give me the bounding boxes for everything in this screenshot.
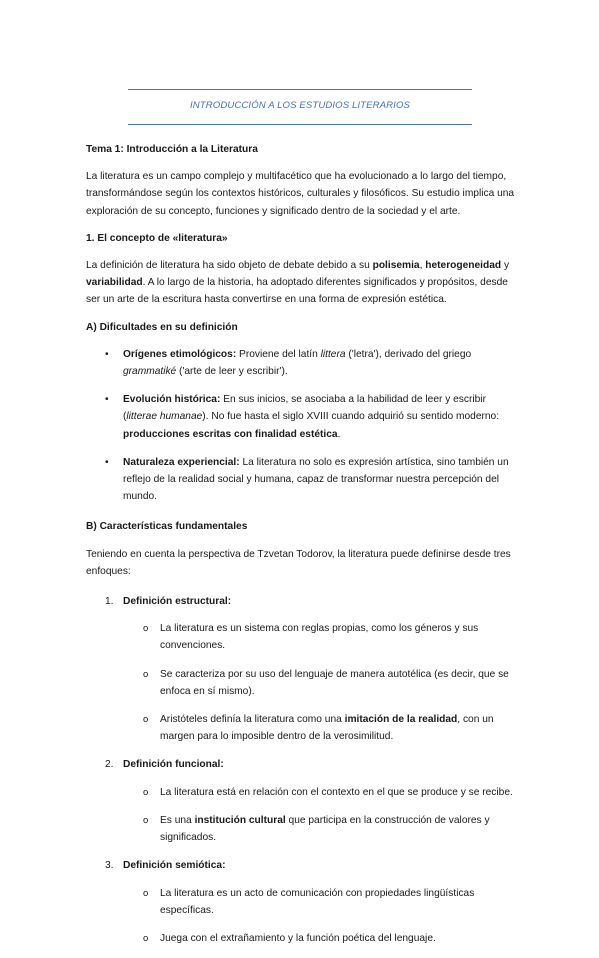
section1-text: La definición de literatura ha sido objeto de debate debido a su bbox=[86, 260, 373, 272]
sectionB-intro: Teniendo en cuenta la perspectiva de Tzvetan Todorov, la literatura puede definirse desde tres enfoques: bbox=[86, 548, 511, 577]
sectionA-heading: A) Dificultades en su definición bbox=[86, 321, 238, 333]
circle-bullet-icon: o bbox=[143, 932, 149, 944]
circle-bullet-icon: o bbox=[143, 814, 149, 826]
section1-bold-variabilidad: variabilidad bbox=[86, 277, 143, 289]
sub-list-item bbox=[123, 784, 516, 801]
sub-list bbox=[123, 620, 516, 745]
sub-list-item bbox=[123, 812, 516, 846]
document-body bbox=[86, 141, 516, 958]
item-text: La literatura es un sistema con reglas propias, como los géneros y sus convenciones. bbox=[160, 623, 479, 652]
section1-bold-polisemia: polisemia bbox=[372, 260, 420, 272]
definition-item bbox=[86, 756, 516, 846]
definition-title: Definición semiótica: bbox=[123, 860, 226, 872]
circle-bullet-icon: o bbox=[143, 786, 149, 798]
circle-bullet-icon: o bbox=[143, 887, 149, 899]
document-title: INTRODUCCIÓN A LOS ESTUDIOS LITERARIOS bbox=[189, 100, 411, 111]
sub-list-item bbox=[123, 885, 516, 919]
section1-text: , bbox=[419, 260, 426, 272]
item-italic: littera bbox=[320, 348, 346, 360]
sub-list-item bbox=[123, 930, 516, 947]
item-italic: litterae humanae bbox=[126, 411, 203, 423]
sub-list bbox=[123, 784, 516, 847]
bullet-icon: • bbox=[105, 456, 109, 468]
sub-list-item bbox=[123, 666, 516, 700]
item-text: ('letra'), derivado del griego bbox=[345, 348, 472, 360]
definitions-list bbox=[86, 593, 516, 947]
item-text: La literatura es un acto de comunicación con propiedades lingüísticas específicas. bbox=[160, 887, 475, 916]
item-text: Proviene del latín bbox=[236, 348, 321, 360]
topic-heading: Tema 1: Introducción a la Literatura bbox=[86, 144, 258, 155]
item-text: , con un margen para lo imposible dentro de la verosimilitud. bbox=[160, 714, 494, 743]
item-text: Aristóteles definía la literatura como una bbox=[160, 714, 345, 726]
circle-bullet-icon: o bbox=[143, 623, 149, 635]
list-number: 1. bbox=[105, 596, 114, 608]
title-top-rule bbox=[128, 89, 472, 90]
section1-bold-heterogeneidad: heterogeneidad bbox=[425, 260, 502, 272]
circle-bullet-icon: o bbox=[143, 668, 149, 680]
item-text: En sus inicios, se asociaba a la habilidad de leer y escribir ( bbox=[123, 394, 486, 423]
item-label: Evolución histórica: bbox=[123, 394, 221, 406]
item-bold: producciones escritas con finalidad estética bbox=[123, 428, 338, 440]
item-text: Es una bbox=[160, 814, 195, 826]
list-number: 2. bbox=[105, 759, 114, 771]
circle-bullet-icon: o bbox=[143, 714, 149, 726]
item-text: Juega con el extrañamiento y la función poética del lenguaje. bbox=[160, 932, 436, 944]
section1-heading: 1. El concepto de «literatura» bbox=[86, 232, 228, 244]
section1-text: . A lo largo de la historia, ha adoptado diferentes significados y propósitos, desde ser un arte de la escritura hasta convertirse en una forma de expresión estética. bbox=[86, 277, 508, 306]
item-text: ). No fue hasta el siglo XVIII cuando adquirió su sentido moderno: bbox=[202, 411, 500, 423]
definition-item bbox=[86, 593, 516, 745]
sub-list bbox=[123, 885, 516, 948]
definition-title: Definición funcional: bbox=[123, 759, 224, 771]
item-bold: institución cultural bbox=[194, 814, 286, 826]
section1-text: y bbox=[501, 260, 510, 272]
item-label: Naturaleza experiencial: bbox=[123, 456, 240, 468]
list-number: 3. bbox=[105, 860, 114, 872]
item-bold: imitación de la realidad bbox=[344, 714, 458, 726]
sub-list-item bbox=[123, 711, 516, 745]
item-text: que participa en la construcción de valores y significados. bbox=[160, 814, 490, 844]
list-item bbox=[86, 454, 516, 506]
list-item bbox=[86, 346, 516, 380]
item-text: La literatura no solo es expresión artística, sino también un reflejo de la realidad social y humana, capaz de transformar nuestra percepción del mundo. bbox=[123, 456, 509, 503]
bullet-icon: • bbox=[105, 348, 109, 360]
item-text: La literatura está en relación con el contexto en el que se produce y se recibe. bbox=[160, 786, 513, 798]
item-text: Se caracteriza por su uso del lenguaje de manera autotélica (es decir, que se enfoca en sí mismo). bbox=[160, 668, 509, 697]
list-item bbox=[86, 391, 516, 443]
intro-paragraph: La literatura es un campo complejo y multifacético que ha evolucionado a lo largo del tiempo, transformándose según los contextos históricos, culturales y filosóficos. Su estudio implica una exploración de su concepto, funciones y significado dentro de la sociedad y el arte. bbox=[86, 171, 515, 217]
bullet-icon: • bbox=[105, 394, 109, 406]
sectionB-heading: B) Características fundamentales bbox=[86, 521, 248, 533]
sectionA-bullet-list bbox=[86, 346, 516, 506]
item-text: ('arte de leer y escribir'). bbox=[176, 366, 288, 378]
item-text: . bbox=[337, 428, 341, 440]
title-bottom-rule bbox=[128, 124, 472, 125]
sub-list-item bbox=[123, 620, 516, 654]
item-label: Orígenes etimológicos: bbox=[123, 348, 237, 360]
section1-paragraph bbox=[86, 257, 516, 309]
item-italic: grammatiké bbox=[123, 366, 177, 378]
definition-item bbox=[86, 857, 516, 947]
definition-title: Definición estructural: bbox=[123, 596, 232, 608]
